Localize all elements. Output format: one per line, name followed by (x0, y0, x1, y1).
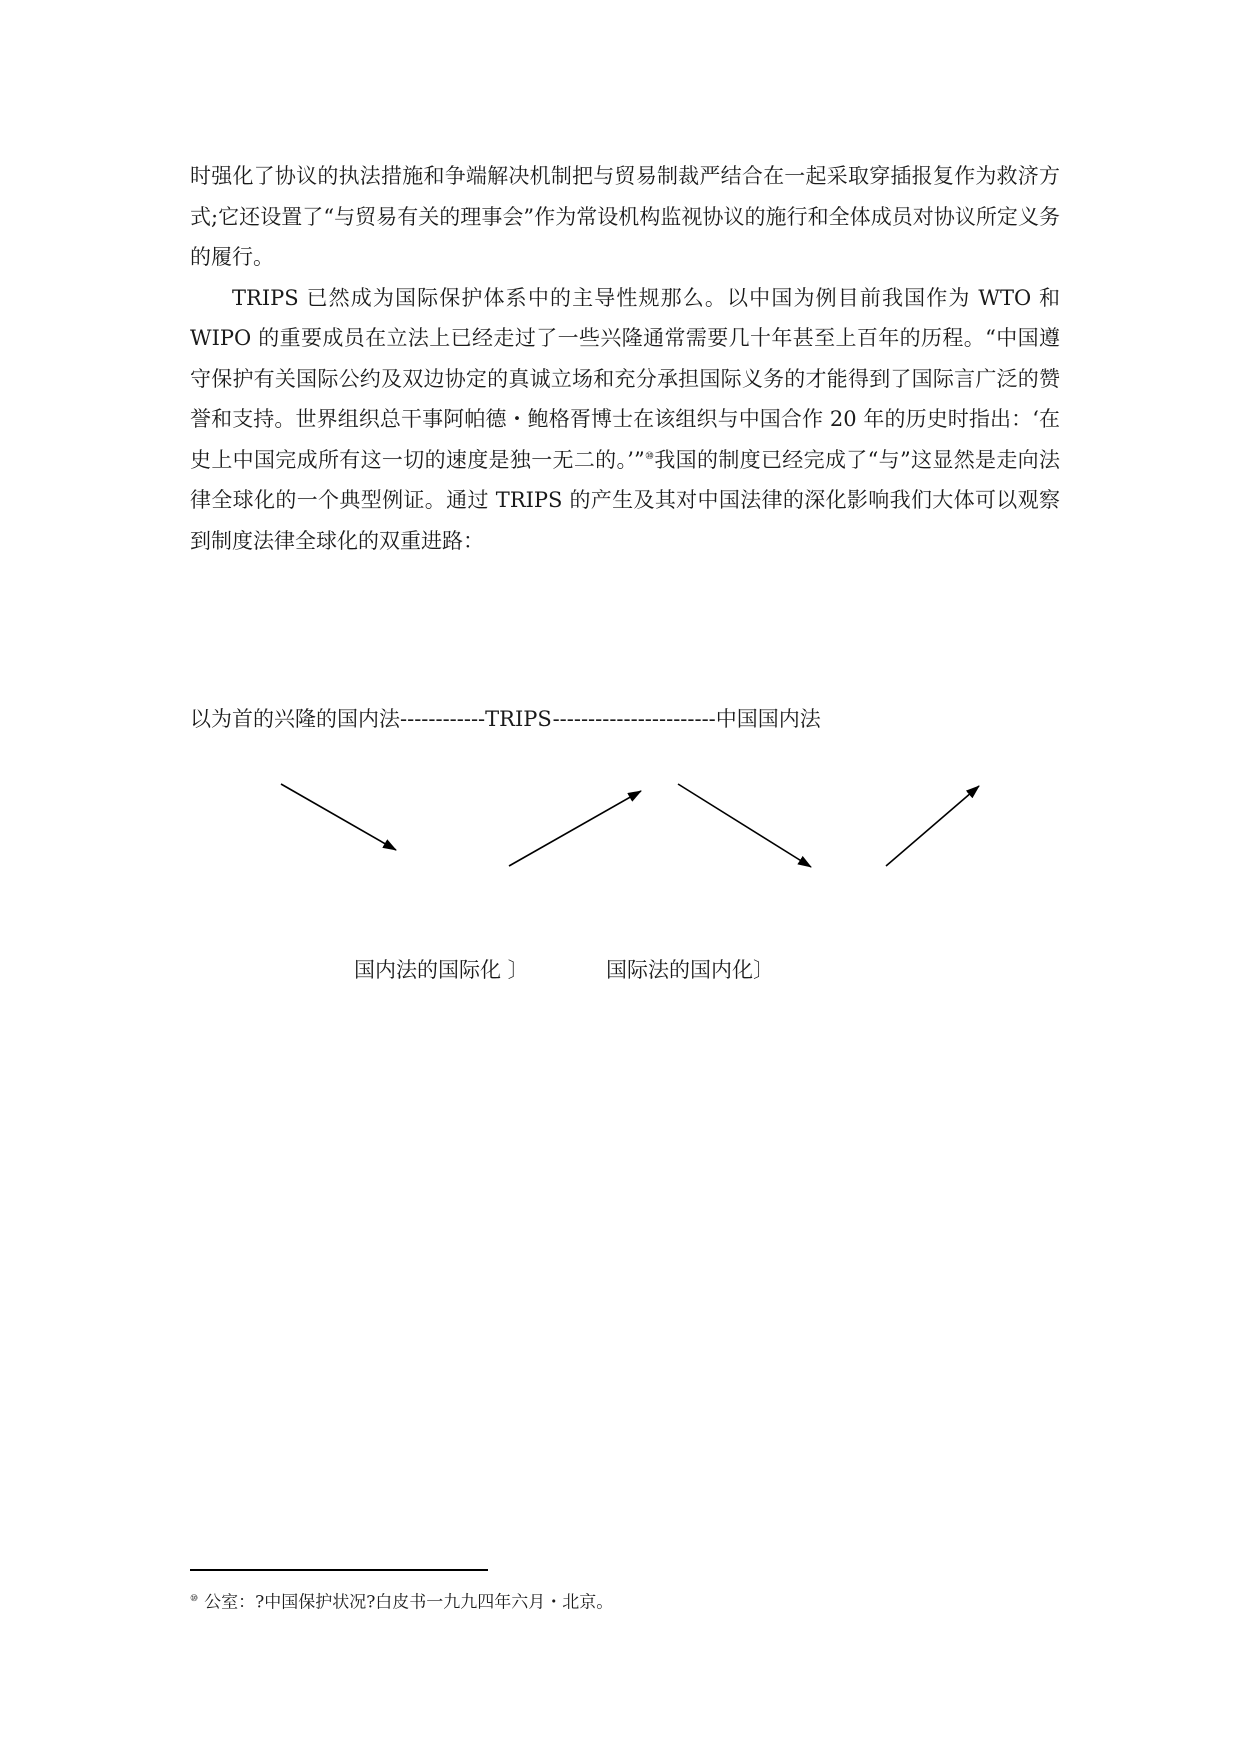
footnote-reference[interactable]: ⑩ (644, 450, 655, 462)
label-international-domestication: 国际法的国内化〕 (606, 958, 774, 982)
footnote-text: 公室：?中国保护状况?白皮书一九九四年六月・北京。 (204, 1592, 614, 1613)
paragraph-2-text: TRIPS 已然成为国际保护体系中的主导性规那么。以中国为例目前我国作为 WTO 和 WIPO 的重要成员在立法上已经走过了一些兴隆通常需要几十年甚至上百年的历程。“中国遵守保护有关国际公约及双边协定的真诚立场和充分承担国际义务的才能得到了国际言广泛的赞誉和支持。世界组织总干事阿帕德・鲍格胥博士在该组织与中国合作 20 年的历史时指出：‘在史上中国完成所有这一切的速度是独一无二的。’” (190, 285, 1060, 472)
footnote-mark: ⑩ (190, 1594, 199, 1604)
paragraph-2-continued: 我国的制度已经完成了“与”这显然是走向法律全球化的一个典型例证。通过 TRIPS 的产生及其对中国法律的深化影响我们大体可以观察到制度法律全球化的双重进路： (190, 447, 1060, 553)
arrow-up-1 (509, 791, 641, 866)
footnote-divider (190, 1569, 488, 1571)
flow-dashes-2: ----------------------- (552, 707, 716, 731)
label-domestic-internationalization: 国内法的国际化 〕 (354, 958, 529, 982)
flow-middle: TRIPS (485, 707, 553, 731)
arrow-down-2 (678, 784, 811, 867)
arrow-down-1 (281, 784, 396, 850)
footnote (190, 1586, 613, 1616)
arrow-up-2 (886, 786, 979, 866)
paragraph-1: 时强化了协议的执法措施和争端解决机制把与贸易制裁严结合在一起采取穿插报复作为救济方式;它还设置了“与贸易有关的理事会”作为常设机构监视协议的施行和全体成员对协议所定义务的履行。 (190, 164, 1060, 269)
flow-end: 中国国内法 (715, 707, 821, 731)
flow-start: 以为首的兴隆的国内法 (190, 707, 400, 731)
flow-dashes-1: ------------ (400, 707, 486, 731)
